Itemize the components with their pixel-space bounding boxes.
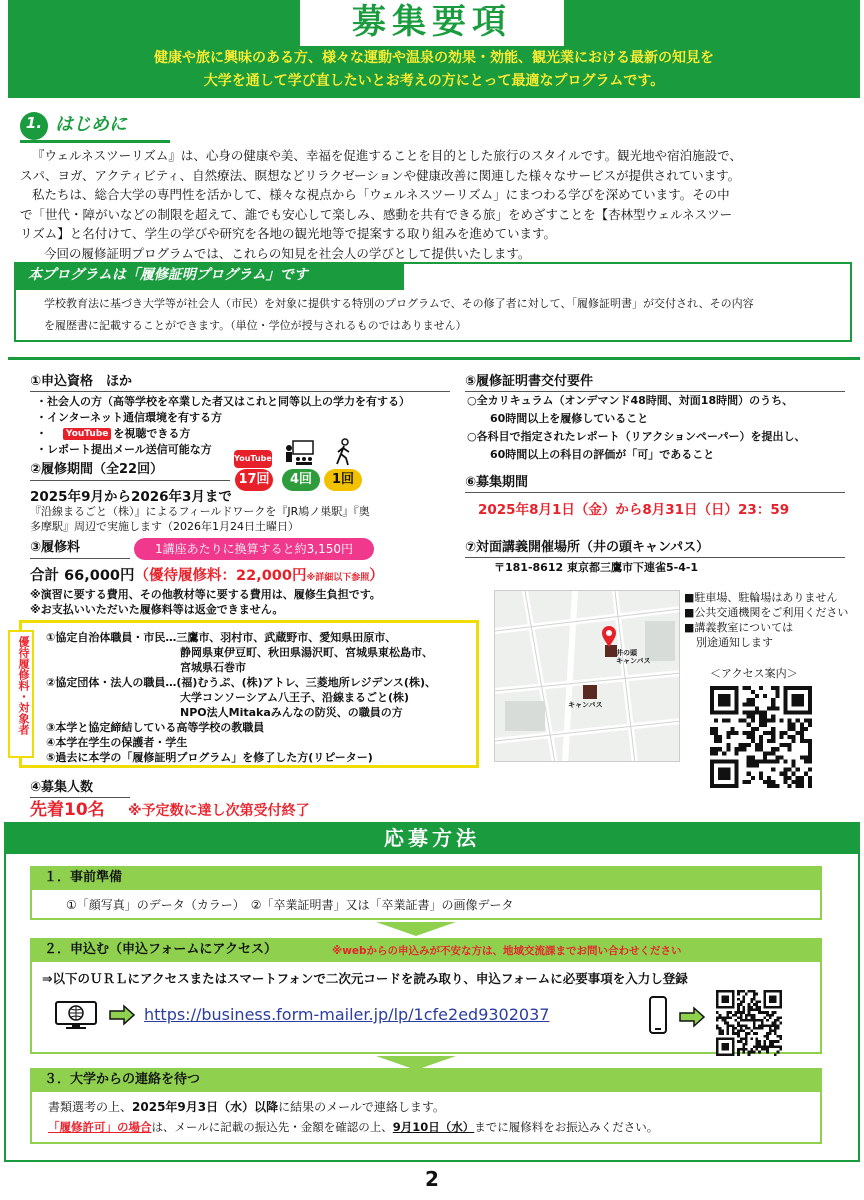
- s3-price-line: [30, 566, 384, 588]
- program-box-line1: 学校教育法に基づき大学等が社会人（市民）を対象に提供する特別のプログラムで、その修了者に対して、「履修証明書」が交付され、その内容: [44, 297, 754, 310]
- s5-req-1b: 60時間以上を履修していること: [490, 412, 649, 425]
- s5-req-1a: ○全カリキュラム（オンデマンド48時間、対面18時間）のうち、: [467, 394, 794, 407]
- classroom-icon: [284, 440, 314, 466]
- s7-access-label: ＜アクセス案内＞: [710, 667, 798, 680]
- s4-count: 先着10名: [30, 800, 105, 820]
- s3-total: 合計 66,000円: [30, 568, 135, 584]
- divider: [8, 357, 860, 360]
- s1-item-4: ・レポート提出メール送信可能な方: [36, 443, 212, 456]
- header-line-2: 大学を通して学び直したいとお考えの方にとって最適なプログラムです。: [203, 73, 665, 89]
- s5-title-underline: [465, 391, 845, 392]
- s1-item-2: ・インターネット通信環境を有する方: [36, 411, 223, 424]
- s3-title-underline: [30, 558, 130, 559]
- page-number: 2: [425, 1167, 439, 1191]
- s2-title-underline: [30, 480, 230, 481]
- yuutai-row-1: ①協定自治体職員・市民…三鷹市、羽村市、武蔵野市、愛知県田原市、: [46, 631, 397, 644]
- s1-title: ①申込資格 ほか: [30, 374, 133, 389]
- step1-title-bar: [30, 866, 822, 890]
- badge-ondemand: 17回: [235, 469, 273, 491]
- step2-title: ２．申込む（申込フォームにアクセス）: [44, 942, 277, 957]
- yuutai-row-9: ⑤過去に本学の「履修証明プログラム」を修了した方(リピーター): [46, 751, 373, 764]
- program-box-title: 本プログラムは「履修証明プログラム」です: [28, 267, 308, 283]
- s7-note-1: ■駐車場、駐輪場はありません: [684, 591, 838, 604]
- yuutai-side-text: 優待履修料・対象者: [17, 636, 30, 735]
- intro-body: [20, 146, 852, 263]
- yuutai-row-8: ④本学在学生の保護者・学生: [46, 736, 188, 749]
- s3-note-1: ※演習に要する費用、その他教材等に要する費用は、履修生負担です。: [30, 588, 381, 601]
- badge-classroom: 4回: [282, 469, 320, 491]
- header-line-1: 健康や旅に興味のある方、様々な運動や温泉の効果・効能、観光業における最新の知見を: [154, 50, 714, 66]
- badge-fieldwork: 1回: [324, 469, 362, 491]
- s6-title-underline: [465, 492, 845, 493]
- youtube-logo: YouTube: [63, 428, 111, 440]
- step3-line2: 「履修許可」の場合は、メールに記載の振込先・金額を確認の上、9月10日（水）までに履修料をお振込みください。: [48, 1120, 659, 1134]
- s7-note-2: ■公共交通機関をご利用ください: [684, 606, 849, 619]
- s7-title-underline: [465, 557, 845, 558]
- yuutai-row-6: NPO法人Mitakaみんなの防災、の職員の方: [180, 706, 403, 719]
- s7-title: ⑦対面講義開催場所（井の頭キャンパス）: [465, 540, 710, 555]
- intro-p2-line2: で「世代・障がいなどの制限を超えて、誰でも安心して楽しみ、感動を共有できる旅」をめざすことを【杏林型ウェルネスツー: [20, 206, 733, 222]
- s1-item-3: ・ YouTube を視聴できる方: [36, 427, 191, 440]
- s1-item-1: ・社会人の方（高等学校を卒業した者又はこれと同等以上の学力を有する）: [36, 395, 410, 408]
- access-qr-code[interactable]: [710, 686, 812, 788]
- application-url-link[interactable]: https://business.form-mailer.jp/lp/1cfe2ed9302037: [144, 1005, 550, 1024]
- arrow-right-icon: [108, 1004, 136, 1026]
- s1-title-underline: [30, 391, 450, 392]
- computer-icon: [54, 1000, 98, 1030]
- intro-p2-line1: 私たちは、総合大学の専門性を活かして、様々な視点から「ウェルネスツーリズム」にまつわる学びを深めています。その中: [32, 187, 730, 202]
- s7-notes: [684, 590, 848, 650]
- yuutai-row-5: 大学コンソーシアム八王子、沿線まるごと(株): [180, 691, 410, 704]
- s2-title: ②履修期間（全22回）: [30, 462, 164, 477]
- s3-discount: （優待履修料：22,000円: [134, 568, 307, 584]
- youtube-icon: YouTube: [234, 450, 272, 468]
- map-label-campus: キャンパス: [568, 701, 603, 709]
- intro-heading-underline: [20, 140, 170, 143]
- smartphone-icon: [648, 996, 668, 1034]
- page-title-text: 募集要項: [352, 2, 512, 42]
- step2-note: ※webからの申込みが不安な方は、地域交流課までお問い合わせください: [332, 945, 682, 957]
- intro-p2-line3: リズム】と名付けて、学生の学びや研究を各地の観光地等で提案する取り組みを進めています。: [20, 226, 557, 241]
- step3-title: ３．大学からの連絡を待つ: [44, 1072, 201, 1087]
- s4-note: ※予定数に達し次第受付終了: [128, 803, 310, 819]
- intro-p3: 今回の履修証明プログラムでは、これらの知見を社会人の学びとして提供いたします。: [44, 245, 531, 261]
- campus-map: [494, 590, 680, 762]
- s3-price-pill: 1講座あたりに換算すると約3,150円: [134, 538, 374, 560]
- s2-note-1: 『沿線まるごと（株）』によるフィールドワークを『JR鳩ノ巣駅』『奥: [30, 505, 370, 518]
- s5-title: ⑤履修証明書交付要件: [465, 374, 594, 389]
- step2-body: ⇒以下のＵＲＬにアクセスまたはスマートフォンで二次元コードを読み取り、申込フォームに必要事項を入力し登録: [42, 971, 688, 986]
- s5-req-2b: 60時間以上の科目の評価が「可」であること: [490, 448, 715, 461]
- yuutai-list: [46, 630, 436, 765]
- yuutai-row-2: 静岡県東伊豆町、秋田県湯沢町、宮城県東松島市、: [180, 646, 433, 659]
- intro-p1-line2: スパ、ヨガ、アクティビティ、自然療法、瞑想などリラクゼーションや健康改善に関連した様々なサービスが提供されています。: [20, 167, 741, 183]
- application-qr-code[interactable]: [716, 990, 782, 1056]
- program-box-line2: を履歴書に記載することができます。（単位・学位が授与されるものではありません）: [44, 319, 467, 332]
- s7-address: 〒181-8612 東京都三鷹市下連雀5-4-1: [494, 561, 699, 574]
- step3-line1: 書類選考の上、2025年9月3日（水）以降に結果のメールで連絡します。: [48, 1100, 445, 1114]
- s6-title: ⑥募集期間: [465, 475, 529, 490]
- s3-discount-note: ※詳細以下参照: [306, 573, 370, 583]
- s3-title: ③履修料: [30, 540, 81, 555]
- s6-period: 2025年8月1日（金）から8月31日（日）23：59: [478, 502, 790, 518]
- arrow-right-icon-2: [678, 1006, 706, 1028]
- map-pin-icon: [601, 626, 617, 648]
- s5-req-2a: ○各科目で指定されたレポート（リアクションペーパー）を提出し、: [467, 430, 806, 443]
- intro-p1-line1: 『ウェルネスツーリズム』は、心身の健康や美、幸福を促進することを目的とした旅行のスタイルです。観光地や宿泊施設で、: [32, 148, 742, 163]
- step1-arrow: [376, 922, 456, 936]
- map-label-inokashira: 井の頭 キャンパス: [616, 649, 651, 665]
- s7-note-3: ■講義教室については: [684, 621, 794, 634]
- step1-body: ①「顔写真」のデータ（カラー） ②「卒業証明書」又は「卒業証書」の画像データ: [66, 898, 514, 912]
- s3-note-2: ※お支払いいただいた履修料等は返金できません。: [30, 603, 284, 616]
- step1-title: １．事前準備: [44, 870, 123, 885]
- intro-number: 1.: [25, 114, 43, 132]
- s2-note-2: 多摩駅』周辺で実施します（2026年1月24日土曜日）: [30, 520, 299, 533]
- yuutai-row-4: ②協定団体・法人の職員…(福)むうぷ、(株)アトレ、三菱地所レジデンス(株)、: [46, 676, 436, 689]
- walking-icon: [333, 438, 355, 466]
- yuutai-row-7: ③本学と協定締結している高等学校の教職員: [46, 721, 265, 734]
- apply-title: 応募方法: [384, 826, 480, 850]
- s3-discount-close: ）: [369, 568, 384, 584]
- yuutai-row-3: 宮城県石巻市: [180, 661, 246, 674]
- s7-note-4: 別途通知します: [696, 636, 773, 649]
- intro-heading: はじめに: [55, 114, 127, 135]
- s2-period: 2025年9月から2026年3月まで: [30, 489, 232, 505]
- s4-title: ④募集人数: [30, 780, 94, 795]
